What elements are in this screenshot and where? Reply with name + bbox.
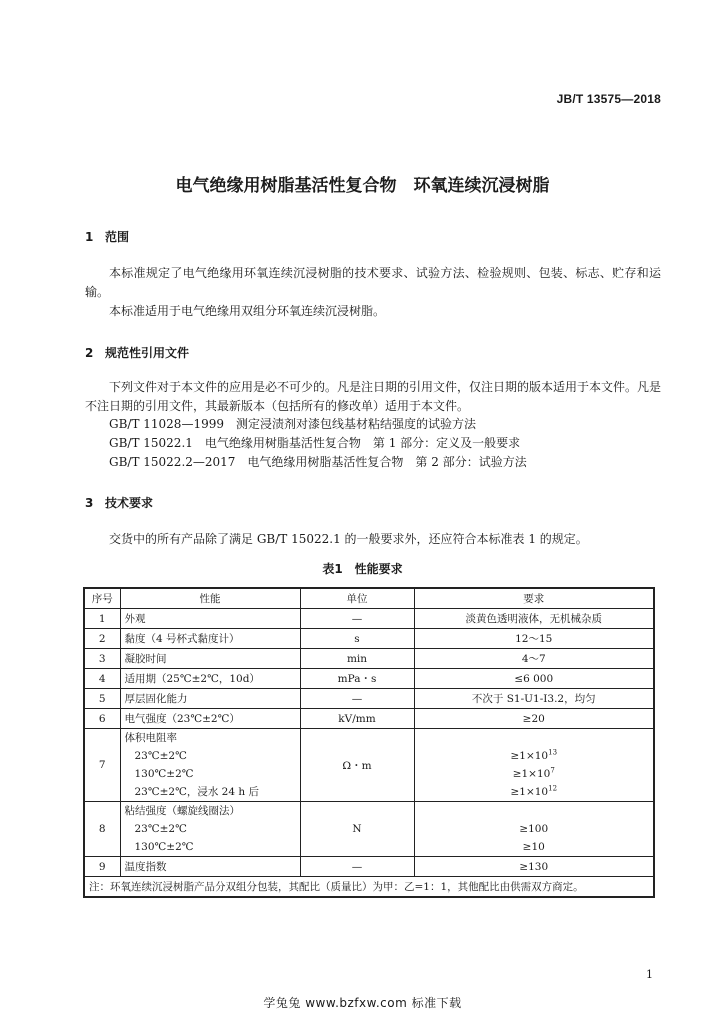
cell-unit: s [300,629,414,649]
cell-no: 2 [84,629,120,649]
cell-no: 7 [84,729,120,802]
standard-number: JB/T 13575—2018 [556,92,661,106]
cell-no: 3 [84,649,120,669]
sub-condition: 23℃±2℃，浸水 24 h 后 [134,786,259,798]
cell-no: 4 [84,669,120,689]
cell-property: 外观 [120,609,300,629]
requirement-base: ≥1×10 [510,750,549,762]
section-2-heading [85,344,189,361]
reference-item: GB/T 11028—1999 测定浸渍剂对漆包线基材粘结强度的试验方法 [109,417,476,431]
table-row [84,802,654,857]
header-property: 性能 [120,588,300,609]
section-title: 技术要求 [105,496,154,510]
cell-property [120,802,300,857]
requirement-base: ≥1×10 [512,768,551,780]
table-row [84,609,654,629]
property-label: 粘结强度（螺旋线圈法） [124,805,240,817]
cell-requirement [414,729,654,802]
section-2-paragraph: 下列文件对于本文件的应用是必不可少的。凡是注日期的引用文件，仅注日期的版本适用于本文件。凡是不注日期的引用文件，其最新版本（包括所有的修改单）适用于本文件。 [85,380,662,413]
section-number: 3 [85,496,94,510]
cell-requirement [414,802,654,857]
cell-no: 8 [84,802,120,857]
sub-requirement: ≥10 [522,841,545,853]
cell-property: 电气强度（23℃±2℃） [120,709,300,729]
table-header-row [84,588,654,609]
sub-condition: 23℃±2℃ [134,823,187,835]
table-caption: 表1 性能要求 [322,562,403,576]
header-requirement: 要求 [414,588,654,609]
table-row [84,649,654,669]
cell-unit: N [300,802,414,857]
cell-unit: Ω・m [300,729,414,802]
document-title: 电气绝缘用树脂基活性复合物 环氧连续沉浸树脂 [175,176,550,196]
section-title: 规范性引用文件 [105,346,190,360]
cell-unit: min [300,649,414,669]
table-row [84,669,654,689]
cell-requirement: ≥20 [414,709,654,729]
property-label: 体积电阻率 [124,732,177,744]
cell-requirement: 12～15 [414,629,654,649]
section-1-paragraph-2: 本标准适用于电气绝缘用双组分环氧连续沉浸树脂。 [109,304,386,318]
section-3-heading [85,494,153,511]
section-title: 范围 [105,230,130,244]
table-row [84,709,654,729]
cell-property: 适用期（25℃±2℃，10d） [120,669,300,689]
cell-requirement: 不次于 S1-U1-I3.2，均匀 [414,689,654,709]
cell-requirement: ≤6 000 [414,669,654,689]
cell-requirement: 4～7 [414,649,654,669]
header-no: 序号 [84,588,120,609]
table-row [84,689,654,709]
section-1-paragraph-1: 本标准规定了电气绝缘用环氧连续沉浸树脂的技术要求、试验方法、检验规则、包装、标志、贮存和运输。 [85,266,661,299]
cell-unit: — [300,857,414,877]
cell-unit: mPa・s [300,669,414,689]
cell-unit: — [300,689,414,709]
cell-property: 黏度（4 号杯式黏度计） [120,629,300,649]
reference-item: GB/T 15022.2—2017 电气绝缘用树脂基活性复合物 第 2 部分：试验方法 [109,455,527,469]
section-number: 2 [85,346,94,360]
table-note-row [84,877,654,898]
requirement-exponent: 7 [550,766,555,775]
sub-condition: 130℃±2℃ [134,841,194,853]
sub-requirement: ≥100 [519,823,549,835]
sub-condition: 130℃±2℃ [134,768,194,780]
sub-condition: 23℃±2℃ [134,750,187,762]
requirement-base: ≥1×10 [510,786,549,798]
requirement-exponent: 13 [548,748,558,757]
header-unit: 单位 [300,588,414,609]
cell-property: 温度指数 [120,857,300,877]
table-row [84,629,654,649]
section-3-paragraph: 交货中的所有产品除了满足 GB/T 15022.1 的一般要求外，还应符合本标准表 1 的规定。 [109,532,588,546]
sub-requirement [419,783,650,801]
watermark-text: 学兔兔 www.bzfxw.com 标准下载 [263,996,462,1010]
cell-no: 6 [84,709,120,729]
cell-no: 5 [84,689,120,709]
performance-requirements-table [83,587,655,898]
cell-unit: kV/mm [300,709,414,729]
table-row [84,857,654,877]
section-number: 1 [85,230,94,244]
sub-requirement [419,747,650,765]
cell-no: 1 [84,609,120,629]
cell-property: 厚层固化能力 [120,689,300,709]
page-number: 1 [646,968,653,981]
cell-unit: — [300,609,414,629]
cell-property [120,729,300,802]
table-row [84,729,654,802]
normative-references-list [109,415,527,472]
requirement-exponent: 12 [548,784,558,793]
table-note: 注：环氧连续沉浸树脂产品分双组分包装，其配比（质量比）为甲：乙=1：1，其他配比由供需双方商定。 [84,877,654,898]
cell-property: 凝胶时间 [120,649,300,669]
section-1-heading [85,228,129,245]
reference-item: GB/T 15022.1 电气绝缘用树脂基活性复合物 第 1 部分：定义及一般要求 [109,436,521,450]
cell-requirement: 淡黄色透明液体，无机械杂质 [414,609,654,629]
cell-no: 9 [84,857,120,877]
sub-requirement [419,765,650,783]
cell-requirement: ≥130 [414,857,654,877]
